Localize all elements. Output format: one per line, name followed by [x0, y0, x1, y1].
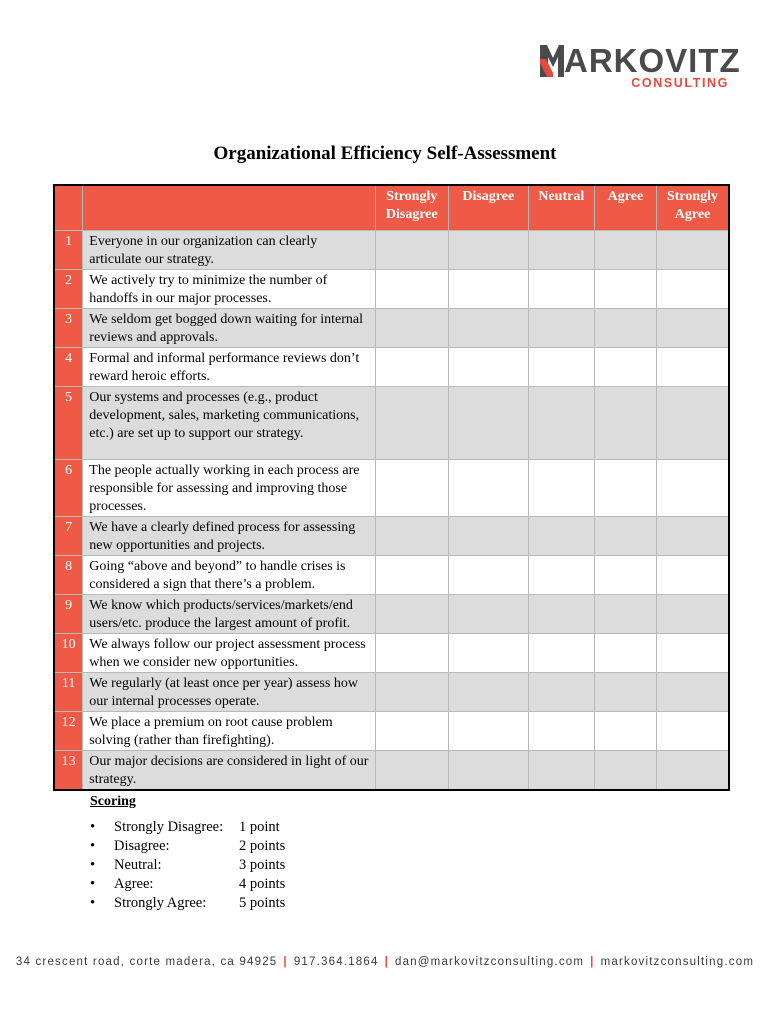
answer-cell-strongly-disagree[interactable]	[375, 712, 448, 751]
answer-cell-agree[interactable]	[594, 751, 656, 791]
scoring-value: 5 points	[239, 895, 286, 911]
header-statement	[83, 185, 376, 231]
answer-cell-strongly-disagree[interactable]	[375, 231, 448, 270]
table-row	[54, 460, 729, 517]
answer-cell-agree[interactable]	[594, 231, 656, 270]
answer-cell-strongly-disagree[interactable]	[375, 387, 448, 460]
table-row	[54, 231, 729, 270]
header-strongly-agree: Strongly Agree	[657, 185, 729, 231]
header-number	[54, 185, 83, 231]
scoring-item	[90, 856, 285, 875]
answer-cell-strongly-disagree[interactable]	[375, 348, 448, 387]
footer-contact	[0, 956, 770, 968]
answer-cell-agree[interactable]	[594, 673, 656, 712]
statement-text: We have a clearly defined process for assessing new opportunities and projects.	[83, 517, 376, 556]
answer-cell-agree[interactable]	[594, 634, 656, 673]
answer-cell-neutral[interactable]	[528, 556, 594, 595]
scoring-item	[90, 875, 285, 894]
bullet-icon: •	[90, 876, 96, 892]
row-number: 6	[54, 460, 83, 517]
scoring-value: 4 points	[239, 876, 286, 892]
answer-cell-neutral[interactable]	[528, 270, 594, 309]
page-title: Organizational Efficiency Self-Assessment	[213, 143, 557, 164]
scoring-label: Disagree:	[114, 838, 170, 854]
table-row	[54, 309, 729, 348]
answer-cell-strongly-disagree[interactable]	[375, 673, 448, 712]
answer-cell-neutral[interactable]	[528, 387, 594, 460]
statement-text: We place a premium on root cause problem solving (rather than firefighting).	[83, 712, 376, 751]
table-row	[54, 595, 729, 634]
statement-text: We seldom get bogged down waiting for internal reviews and approvals.	[83, 309, 376, 348]
row-number: 7	[54, 517, 83, 556]
answer-cell-strongly-agree[interactable]	[657, 460, 729, 517]
statement-text: We always follow our project assessment process when we consider new opportunities.	[83, 634, 376, 673]
scoring-item	[90, 894, 285, 913]
table-row	[54, 348, 729, 387]
answer-cell-disagree[interactable]	[448, 270, 528, 309]
answer-cell-strongly-agree[interactable]	[657, 231, 729, 270]
answer-cell-disagree[interactable]	[448, 673, 528, 712]
row-number: 5	[54, 387, 83, 460]
bullet-icon: •	[90, 838, 96, 854]
separator: |	[590, 956, 595, 968]
answer-cell-neutral[interactable]	[528, 517, 594, 556]
table-row	[54, 387, 729, 460]
row-number: 3	[54, 309, 83, 348]
answer-cell-disagree[interactable]	[448, 460, 528, 517]
answer-cell-strongly-agree[interactable]	[657, 712, 729, 751]
answer-cell-neutral[interactable]	[528, 634, 594, 673]
answer-cell-disagree[interactable]	[448, 556, 528, 595]
answer-cell-agree[interactable]	[594, 595, 656, 634]
answer-cell-agree[interactable]	[594, 309, 656, 348]
footer-phone: 917.364.1864	[293, 956, 379, 968]
row-number: 11	[54, 673, 83, 712]
scoring-label: Strongly Disagree:	[114, 819, 224, 835]
scoring-title: Scoring	[90, 794, 136, 809]
scoring-value: 2 points	[239, 838, 286, 854]
table-row	[54, 751, 729, 791]
answer-cell-agree[interactable]	[594, 348, 656, 387]
answer-cell-disagree[interactable]	[448, 517, 528, 556]
answer-cell-strongly-disagree[interactable]	[375, 634, 448, 673]
answer-cell-agree[interactable]	[594, 270, 656, 309]
answer-cell-disagree[interactable]	[448, 348, 528, 387]
answer-cell-disagree[interactable]	[448, 751, 528, 791]
company-logo	[539, 42, 741, 94]
scoring-section	[90, 794, 285, 913]
assessment-table	[53, 184, 730, 791]
statement-text: Everyone in our organization can clearly articulate our strategy.	[83, 231, 376, 270]
bullet-icon: •	[90, 819, 96, 835]
row-number: 8	[54, 556, 83, 595]
footer-address: 34 crescent road, corte madera, ca 94925	[15, 956, 278, 968]
answer-cell-strongly-agree[interactable]	[657, 595, 729, 634]
answer-cell-strongly-disagree[interactable]	[375, 517, 448, 556]
header-neutral: Neutral	[528, 185, 594, 231]
row-number: 1	[54, 231, 83, 270]
answer-cell-neutral[interactable]	[528, 348, 594, 387]
answer-cell-strongly-agree[interactable]	[657, 270, 729, 309]
row-number: 4	[54, 348, 83, 387]
answer-cell-strongly-disagree[interactable]	[375, 556, 448, 595]
answer-cell-neutral[interactable]	[528, 231, 594, 270]
table-row	[54, 712, 729, 751]
answer-cell-strongly-disagree[interactable]	[375, 309, 448, 348]
scoring-label: Agree:	[114, 876, 154, 892]
row-number: 9	[54, 595, 83, 634]
header-agree: Agree	[594, 185, 656, 231]
answer-cell-disagree[interactable]	[448, 634, 528, 673]
scoring-value: 1 point	[239, 819, 280, 835]
statement-text: We regularly (at least once per year) assess how our internal processes operate.	[83, 673, 376, 712]
logo-chevron-icon	[540, 45, 564, 77]
table-row	[54, 517, 729, 556]
header-strongly-disagree: Strongly Disagree	[375, 185, 448, 231]
answer-cell-agree[interactable]	[594, 712, 656, 751]
scoring-value: 3 points	[239, 857, 286, 873]
answer-cell-strongly-disagree[interactable]	[375, 751, 448, 791]
answer-cell-disagree[interactable]	[448, 595, 528, 634]
logo-wordmark: ARKOVITZ	[564, 42, 741, 79]
answer-cell-neutral[interactable]	[528, 460, 594, 517]
scoring-item	[90, 837, 285, 856]
separator: |	[384, 956, 389, 968]
statement-text: Our major decisions are considered in light of our strategy.	[83, 751, 376, 791]
footer-website[interactable]: markovitzconsulting.com	[600, 956, 755, 968]
bullet-icon: •	[90, 857, 96, 873]
row-number: 12	[54, 712, 83, 751]
answer-cell-strongly-agree[interactable]	[657, 634, 729, 673]
answer-cell-disagree[interactable]	[448, 231, 528, 270]
row-number: 10	[54, 634, 83, 673]
answer-cell-strongly-agree[interactable]	[657, 387, 729, 460]
statement-text: We actively try to minimize the number of handoffs in our major processes.	[83, 270, 376, 309]
row-number: 2	[54, 270, 83, 309]
answer-cell-strongly-agree[interactable]	[657, 556, 729, 595]
table-row	[54, 270, 729, 309]
statement-text: Formal and informal performance reviews don’t reward heroic efforts.	[83, 348, 376, 387]
answer-cell-neutral[interactable]	[528, 595, 594, 634]
logo-tagline: CONSULTING	[631, 76, 729, 90]
answer-cell-strongly-agree[interactable]	[657, 751, 729, 791]
bullet-icon: •	[90, 895, 96, 911]
answer-cell-strongly-agree[interactable]	[657, 673, 729, 712]
answer-cell-disagree[interactable]	[448, 309, 528, 348]
row-number: 13	[54, 751, 83, 791]
table-row	[54, 556, 729, 595]
answer-cell-agree[interactable]	[594, 460, 656, 517]
answer-cell-disagree[interactable]	[448, 387, 528, 460]
answer-cell-agree[interactable]	[594, 517, 656, 556]
answer-cell-neutral[interactable]	[528, 751, 594, 791]
footer-email[interactable]: dan@markovitzconsulting.com	[395, 956, 585, 968]
scoring-item	[90, 818, 285, 837]
table-row	[54, 634, 729, 673]
table-header-row	[54, 185, 729, 231]
statement-text: The people actually working in each process are responsible for assessing and improving those processes.	[83, 460, 376, 517]
header-disagree: Disagree	[448, 185, 528, 231]
answer-cell-strongly-disagree[interactable]	[375, 460, 448, 517]
answer-cell-strongly-agree[interactable]	[657, 309, 729, 348]
answer-cell-strongly-agree[interactable]	[657, 517, 729, 556]
statement-text: Our systems and processes (e.g., product development, sales, marketing communications, etc.) are set up to support our strategy.	[83, 387, 376, 460]
scoring-label: Strongly Agree:	[114, 895, 207, 911]
answer-cell-agree[interactable]	[594, 556, 656, 595]
statement-text: We know which products/services/markets/end users/etc. produce the largest amount of profit.	[83, 595, 376, 634]
answer-cell-strongly-disagree[interactable]	[375, 270, 448, 309]
separator: |	[283, 956, 288, 968]
answer-cell-disagree[interactable]	[448, 712, 528, 751]
answer-cell-neutral[interactable]	[528, 673, 594, 712]
answer-cell-neutral[interactable]	[528, 712, 594, 751]
scoring-list	[90, 818, 285, 913]
answer-cell-strongly-disagree[interactable]	[375, 595, 448, 634]
scoring-label: Neutral:	[114, 857, 162, 873]
answer-cell-neutral[interactable]	[528, 309, 594, 348]
table-row	[54, 673, 729, 712]
answer-cell-agree[interactable]	[594, 387, 656, 460]
answer-cell-strongly-agree[interactable]	[657, 348, 729, 387]
statement-text: Going “above and beyond” to handle crises is considered a sign that there’s a problem.	[83, 556, 376, 595]
